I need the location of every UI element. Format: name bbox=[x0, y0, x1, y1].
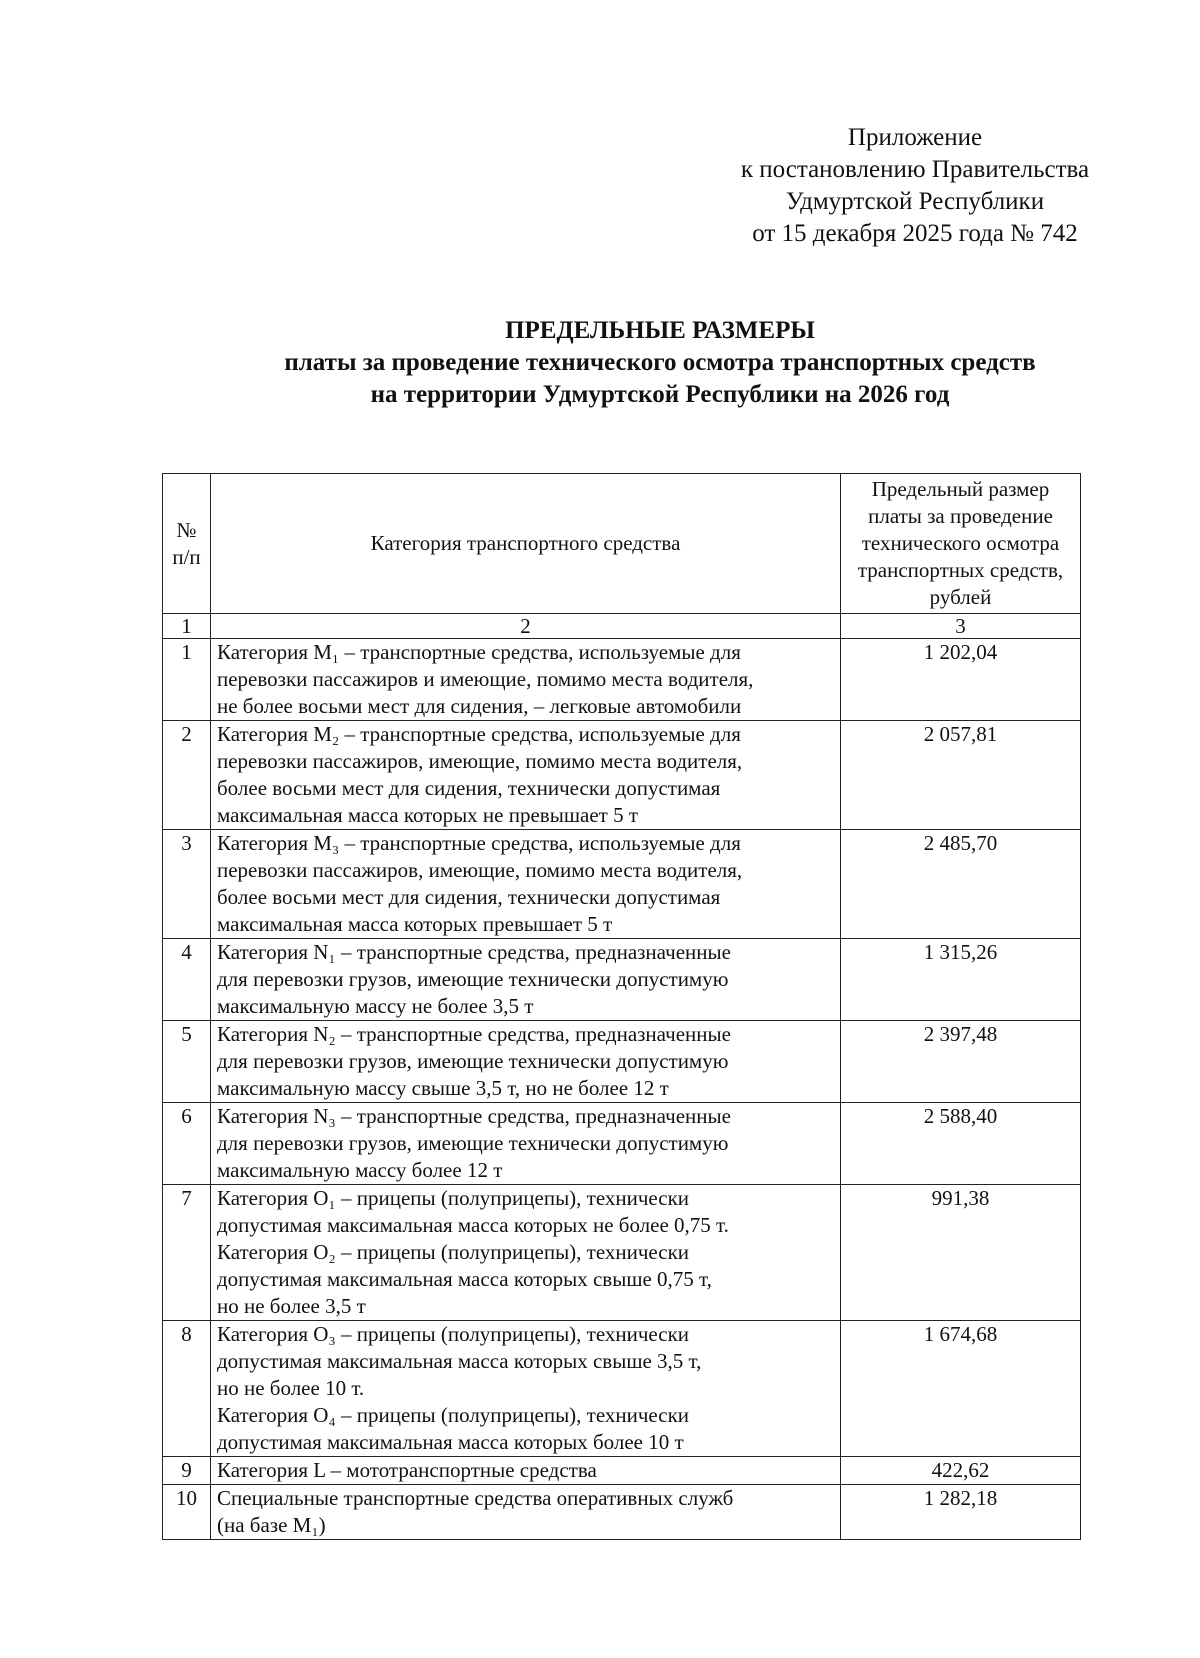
header-price-line-4: транспортных средств, bbox=[857, 558, 1064, 582]
category-line: более восьми мест для сидения, технически допустимая bbox=[217, 776, 721, 800]
table-row bbox=[163, 1485, 1081, 1540]
annex-line-4: от 15 декабря 2025 года № 742 bbox=[752, 220, 1078, 247]
column-number: 3 bbox=[841, 614, 1081, 639]
category-line: Категория N₂ – транспортные средства, предназначенные bbox=[217, 1022, 731, 1046]
table-row bbox=[163, 830, 1081, 939]
row-category bbox=[211, 830, 841, 939]
category-line: но не более 10 т. bbox=[217, 1376, 365, 1400]
category-line: не более восьми мест для сидения, – легковые автомобили bbox=[217, 694, 742, 718]
category-line: перевозки пассажиров, имеющие, помимо места водителя, bbox=[217, 749, 743, 773]
title-line-2: платы за проведение технического осмотра транспортных средств bbox=[284, 349, 1036, 376]
category-line: для перевозки грузов, имеющие технически допустимую bbox=[217, 967, 729, 991]
category-line: более восьми мест для сидения, технически допустимая bbox=[217, 885, 721, 909]
row-category bbox=[211, 939, 841, 1021]
category-line: для перевозки грузов, имеющие технически допустимую bbox=[217, 1049, 729, 1073]
category-line: допустимая максимальная масса которых свыше 0,75 т, bbox=[217, 1267, 712, 1291]
row-category bbox=[211, 1103, 841, 1185]
header-price bbox=[841, 474, 1081, 614]
table-body bbox=[163, 639, 1081, 1540]
header-category: Категория транспортного средства bbox=[211, 474, 841, 614]
row-category bbox=[211, 639, 841, 721]
category-line: перевозки пассажиров и имеющие, помимо места водителя, bbox=[217, 667, 754, 691]
header-num-line-2: п/п bbox=[172, 544, 201, 569]
category-line: для перевозки грузов, имеющие технически допустимую bbox=[217, 1131, 729, 1155]
category-line: допустимая максимальная масса которых не более 0,75 т. bbox=[217, 1213, 729, 1237]
row-price: 991,38 bbox=[841, 1185, 1081, 1321]
row-category bbox=[211, 1321, 841, 1457]
row-number: 7 bbox=[163, 1185, 211, 1321]
category-line: перевозки пассажиров, имеющие, помимо места водителя, bbox=[217, 858, 743, 882]
row-category bbox=[211, 1185, 841, 1321]
header-price-line-1: Предельный размер bbox=[871, 477, 1050, 501]
category-line: Категория M₁ – транспортные средства, используемые для bbox=[217, 640, 741, 664]
row-number: 10 bbox=[163, 1485, 211, 1540]
annex-block bbox=[700, 122, 1130, 250]
category-line: Категория O₄ – прицепы (полуприцепы), технически bbox=[217, 1403, 690, 1427]
category-line: максимальную массу свыше 3,5 т, но не более 12 т bbox=[217, 1076, 669, 1100]
row-number: 2 bbox=[163, 721, 211, 830]
row-price: 422,62 bbox=[841, 1457, 1081, 1485]
category-line: (на базе M₁) bbox=[217, 1513, 326, 1537]
category-line: Специальные транспортные средства оперативных служб bbox=[217, 1486, 734, 1510]
row-price: 2 057,81 bbox=[841, 721, 1081, 830]
row-number: 5 bbox=[163, 1021, 211, 1103]
title-line-3: на территории Удмуртской Республики на 2026 год bbox=[370, 381, 950, 408]
category-line: максимальную массу не более 3,5 т bbox=[217, 994, 534, 1018]
row-number: 4 bbox=[163, 939, 211, 1021]
title-line-1: ПРЕДЕЛЬНЫЕ РАЗМЕРЫ bbox=[505, 317, 815, 344]
row-price: 2 485,70 bbox=[841, 830, 1081, 939]
category-line: допустимая максимальная масса которых свыше 3,5 т, bbox=[217, 1349, 702, 1373]
category-line: Категория O₃ – прицепы (полуприцепы), технически bbox=[217, 1322, 690, 1346]
category-line: максимальную массу более 12 т bbox=[217, 1158, 503, 1182]
table-row bbox=[163, 1185, 1081, 1321]
header-num-line-1: № bbox=[176, 517, 197, 542]
row-price: 1 202,04 bbox=[841, 639, 1081, 721]
row-number: 1 bbox=[163, 639, 211, 721]
row-price: 2 588,40 bbox=[841, 1103, 1081, 1185]
row-category bbox=[211, 721, 841, 830]
category-line: максимальная масса которых превышает 5 т bbox=[217, 912, 613, 936]
category-line: допустимая максимальная масса которых более 10 т bbox=[217, 1430, 684, 1454]
annex-line-2: к постановлению Правительства bbox=[740, 156, 1090, 183]
row-category bbox=[211, 1457, 841, 1485]
fees-table bbox=[162, 473, 1081, 1540]
row-price: 1 674,68 bbox=[841, 1321, 1081, 1457]
row-number: 8 bbox=[163, 1321, 211, 1457]
category-line: Категория O₁ – прицепы (полуприцепы), технически bbox=[217, 1186, 690, 1210]
header-price-line-5: рублей bbox=[929, 585, 992, 609]
row-category bbox=[211, 1485, 841, 1540]
table-row bbox=[163, 939, 1081, 1021]
category-line: максимальная масса которых не превышает 5 т bbox=[217, 803, 638, 827]
table-row bbox=[163, 1321, 1081, 1457]
header-price-line-2: платы за проведение bbox=[868, 504, 1053, 528]
header-price-line-3: технического осмотра bbox=[861, 531, 1060, 555]
row-price: 1 282,18 bbox=[841, 1485, 1081, 1540]
row-number: 6 bbox=[163, 1103, 211, 1185]
annex-line-1: Приложение bbox=[847, 124, 983, 151]
category-line: но не более 3,5 т bbox=[217, 1294, 366, 1318]
column-number-row bbox=[163, 614, 1081, 639]
document-title bbox=[0, 315, 1200, 411]
category-line: Категория N₃ – транспортные средства, предназначенные bbox=[217, 1104, 731, 1128]
row-category bbox=[211, 1021, 841, 1103]
row-number: 3 bbox=[163, 830, 211, 939]
table-header-row bbox=[163, 474, 1081, 614]
row-price: 2 397,48 bbox=[841, 1021, 1081, 1103]
category-line: Категория O₂ – прицепы (полуприцепы), технически bbox=[217, 1240, 690, 1264]
column-number: 2 bbox=[211, 614, 841, 639]
category-line: Категория L – мототранспортные средства bbox=[217, 1458, 597, 1482]
column-number: 1 bbox=[163, 614, 211, 639]
category-line: Категория M₂ – транспортные средства, используемые для bbox=[217, 722, 741, 746]
row-number: 9 bbox=[163, 1457, 211, 1485]
table-row bbox=[163, 1457, 1081, 1485]
table-row bbox=[163, 721, 1081, 830]
category-line: Категория N₁ – транспортные средства, предназначенные bbox=[217, 940, 731, 964]
table-row bbox=[163, 1021, 1081, 1103]
row-price: 1 315,26 bbox=[841, 939, 1081, 1021]
table-row bbox=[163, 1103, 1081, 1185]
category-line: Категория M₃ – транспортные средства, используемые для bbox=[217, 831, 741, 855]
header-num bbox=[163, 474, 211, 614]
table-row bbox=[163, 639, 1081, 721]
annex-line-3: Удмуртской Республики bbox=[785, 188, 1045, 215]
